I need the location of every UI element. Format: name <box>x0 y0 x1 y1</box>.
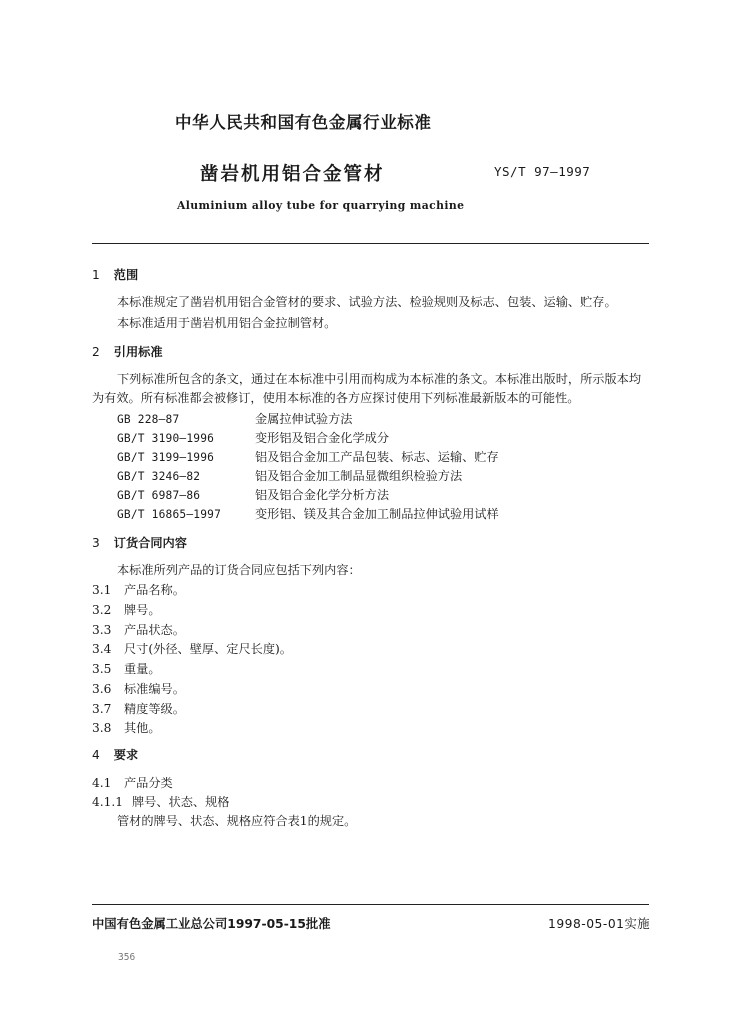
implementation-date: 1998-05-01实施 <box>548 917 651 931</box>
section-3-heading <box>92 534 187 553</box>
reference-item <box>117 410 353 429</box>
item-number: 3.5 <box>92 662 112 676</box>
item-number: 3.7 <box>92 702 112 716</box>
reference-name: 铝及铝合金化学分析方法 <box>255 488 390 502</box>
section-title: 范围 <box>113 268 139 282</box>
contract-item <box>92 640 292 659</box>
reference-name: 铝及铝合金加工产品包装、标志、运输、贮存 <box>255 450 499 464</box>
contract-item <box>92 680 185 699</box>
item-text: 尺寸(外径、壁厚、定尺长度)。 <box>124 642 292 656</box>
reference-code: GB 228—87 <box>117 413 180 426</box>
standard-title: 凿岩机用铝合金管材 <box>200 164 385 185</box>
reference-name: 金属拉伸试验方法 <box>255 412 353 426</box>
subsection-title: 牌号、状态、规格 <box>132 795 230 809</box>
item-text: 标准编号。 <box>124 682 185 696</box>
reference-code: GB/T 16865—1997 <box>117 508 222 521</box>
grade-temper-size-paragraph: 管材的牌号、状态、规格应符合表1的规定。 <box>117 814 357 828</box>
reference-code: GB/T 3190—1996 <box>117 432 215 445</box>
section-number: 2 <box>92 345 100 359</box>
scope-paragraph-1: 本标准规定了凿岩机用铝合金管材的要求、试验方法、检验规则及标志、包装、运输、贮存。 <box>117 295 617 309</box>
section-4-heading <box>92 746 138 765</box>
page-number: 356 <box>118 952 136 963</box>
reference-code: GB/T 6987—86 <box>117 489 201 502</box>
reference-name: 变形铝及铝合金化学成分 <box>255 431 390 445</box>
reference-code: GB/T 3246—82 <box>117 470 201 483</box>
contract-item <box>92 660 161 679</box>
item-text: 产品名称。 <box>124 583 185 597</box>
subsection-4-1-1 <box>92 793 230 812</box>
issuing-body-heading: 中华人民共和国有色金属行业标准 <box>175 113 432 132</box>
section-title: 订货合同内容 <box>113 536 187 550</box>
item-text: 重量。 <box>124 662 161 676</box>
item-text: 其他。 <box>124 721 161 735</box>
approval-line: 中国有色金属工业总公司1997-05-15批准 <box>92 917 331 931</box>
item-text: 牌号。 <box>124 603 161 617</box>
contract-item <box>92 700 185 719</box>
reference-item <box>117 429 389 448</box>
reference-name: 变形铝、镁及其合金加工制品拉伸试验用试样 <box>255 507 499 521</box>
references-intro-line-2: 为有效。所有标准都会被修订，使用本标准的各方应探讨使用下列标准最新版本的可能性。 <box>92 391 580 405</box>
footer-divider <box>92 904 649 905</box>
standard-code: YS/T 97—1997 <box>494 164 591 179</box>
reference-name: 铝及铝合金加工制品显微组织检验方法 <box>255 469 463 483</box>
header-divider <box>92 243 649 244</box>
item-number: 3.3 <box>92 623 112 637</box>
reference-code: GB/T 3199—1996 <box>117 451 215 464</box>
contract-intro: 本标准所列产品的订货合同应包括下列内容： <box>117 563 361 577</box>
section-2-heading <box>92 343 163 362</box>
reference-item <box>117 448 499 467</box>
references-intro-line-1: 下列标准所包含的条文，通过在本标准中引用而构成为本标准的条文。本标准出版时，所示版本均 <box>117 372 642 386</box>
english-title: Aluminium alloy tube for quarrying machine <box>177 199 465 212</box>
contract-item <box>92 601 161 620</box>
section-number: 3 <box>92 536 100 550</box>
section-1-heading <box>92 266 138 285</box>
section-number: 4 <box>92 748 100 762</box>
subsection-4-1 <box>92 774 173 793</box>
item-number: 3.1 <box>92 583 112 597</box>
item-number: 3.4 <box>92 642 112 656</box>
subsection-number: 4.1.1 <box>92 795 124 809</box>
item-text: 精度等级。 <box>124 702 185 716</box>
section-title: 要求 <box>113 748 139 762</box>
subsection-number: 4.1 <box>92 776 112 790</box>
item-text: 产品状态。 <box>124 623 185 637</box>
item-number: 3.8 <box>92 721 112 735</box>
scope-paragraph-2: 本标准适用于凿岩机用铝合金拉制管材。 <box>117 316 337 330</box>
reference-item <box>117 486 389 505</box>
item-number: 3.6 <box>92 682 112 696</box>
item-number: 3.2 <box>92 603 112 617</box>
reference-item <box>117 467 462 486</box>
section-number: 1 <box>92 268 100 282</box>
contract-item <box>92 719 161 738</box>
reference-item <box>117 505 499 524</box>
contract-item <box>92 581 185 600</box>
contract-item <box>92 621 185 640</box>
section-title: 引用标准 <box>113 345 163 359</box>
subsection-title: 产品分类 <box>124 776 173 790</box>
